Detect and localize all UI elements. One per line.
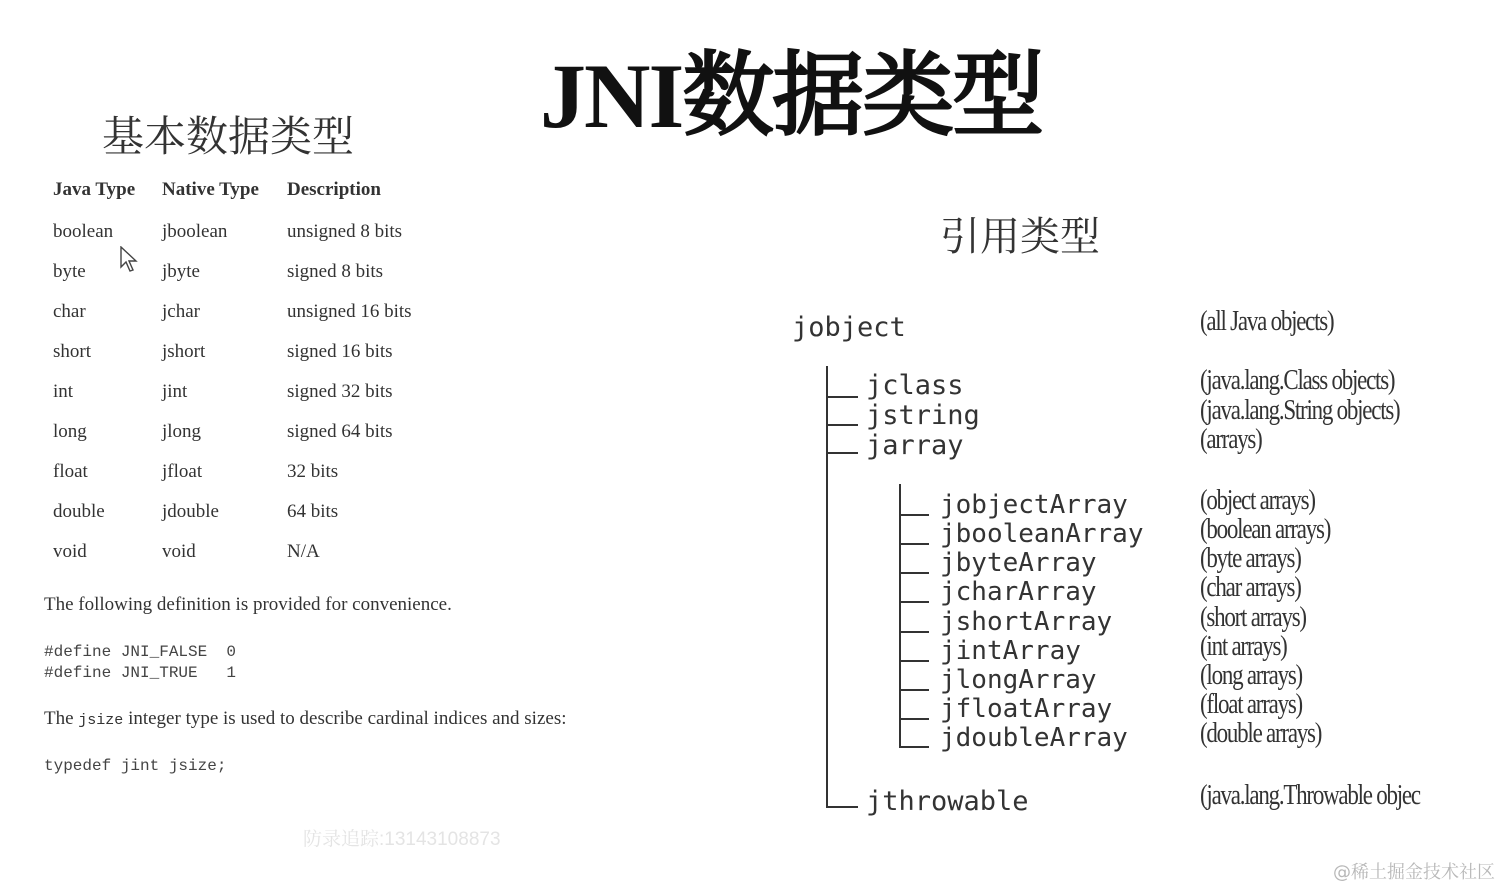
tree-node-jchararray: jcharArray — [940, 577, 1097, 607]
native-type-cell: jfloat — [162, 461, 203, 482]
java-type-cell: void — [53, 541, 87, 562]
desc-jarray: (arrays) — [1200, 424, 1262, 455]
native-type-cell: jbyte — [162, 261, 200, 282]
tree-node-jobject: jobject — [792, 312, 906, 343]
tree-node-jintarray: jintArray — [940, 636, 1081, 666]
header-native-type: Native Type — [162, 179, 259, 200]
tree-branch-line — [899, 718, 929, 720]
table-row — [46, 252, 420, 292]
description-cell: 64 bits — [287, 501, 339, 522]
native-type-cell: void — [162, 541, 196, 562]
reference-types-title: 引用类型 — [940, 214, 1100, 260]
header-java-type: Java Type — [53, 179, 136, 200]
description-cell: unsigned 16 bits — [287, 301, 412, 322]
desc-jobject: (all Java objects) — [1200, 306, 1334, 337]
table-row — [46, 412, 420, 452]
java-type-cell: boolean — [53, 221, 114, 242]
tree-node-jstring: jstring — [866, 400, 980, 431]
description-cell: signed 64 bits — [287, 421, 393, 442]
tree-branch-line — [899, 746, 929, 748]
tree-branch-line — [826, 806, 858, 808]
tree-branch-line — [826, 396, 858, 398]
desc-jdoublearray: (double arrays) — [1200, 718, 1322, 749]
jsize-note — [44, 708, 567, 730]
jsize-note-suffix: integer type is used to describe cardinal indices and sizes: — [128, 708, 567, 729]
native-type-cell: jdouble — [162, 501, 219, 522]
desc-jlongarray: (long arrays) — [1200, 660, 1302, 691]
tree-branch-line — [899, 631, 929, 633]
tree-branch-line — [899, 601, 929, 603]
native-type-cell: jshort — [162, 341, 206, 362]
desc-jthrowable: (java.lang.Throwable objec — [1200, 780, 1420, 811]
tree-branch-line — [899, 514, 929, 516]
primitive-types-title: 基本数据类型 — [102, 112, 355, 161]
tree-node-jshortarray: jshortArray — [940, 607, 1113, 637]
description-cell: signed 32 bits — [287, 381, 393, 402]
desc-jchararray: (char arrays) — [1200, 572, 1301, 603]
description-cell: 32 bits — [287, 461, 339, 482]
table-row — [46, 492, 420, 532]
desc-jstring: (java.lang.String objects) — [1200, 395, 1400, 426]
description-cell: unsigned 8 bits — [287, 221, 403, 242]
define-jni-true: #define JNI_TRUE 1 — [44, 664, 237, 682]
tree-branch-line — [899, 572, 929, 574]
table-row — [46, 532, 420, 572]
tree-branch-line — [899, 660, 929, 662]
array-subtree-line — [899, 484, 901, 746]
java-type-cell: int — [53, 381, 74, 402]
tree-branch-line — [899, 689, 929, 691]
typedef-jsize: typedef jint jsize; — [44, 757, 227, 775]
description-cell: signed 16 bits — [287, 341, 393, 362]
table-row — [46, 372, 420, 412]
tree-trunk-line — [826, 366, 828, 806]
convenience-note: The following definition is provided for convenience. — [44, 594, 452, 615]
primitive-types-table — [46, 172, 420, 572]
description-cell: signed 8 bits — [287, 261, 384, 282]
tree-node-jobjectarray: jobjectArray — [940, 490, 1128, 520]
table-header-row — [46, 172, 420, 212]
table-row — [46, 452, 420, 492]
native-type-cell: jboolean — [162, 221, 228, 242]
table-row — [46, 212, 420, 252]
desc-jbooleanarray: (boolean arrays) — [1200, 514, 1331, 545]
tree-node-jdoublearray: jdoubleArray — [940, 723, 1128, 753]
desc-jintarray: (int arrays) — [1200, 631, 1287, 662]
desc-jobjectarray: (object arrays) — [1200, 485, 1315, 516]
tree-branch-line — [826, 424, 858, 426]
native-type-cell: jint — [162, 381, 188, 402]
tree-branch-line — [899, 543, 929, 545]
description-cell: N/A — [287, 541, 320, 562]
page-title: JNI数据类型 — [540, 45, 1043, 147]
java-type-cell: char — [53, 301, 86, 322]
define-jni-false: #define JNI_FALSE 0 — [44, 643, 237, 661]
tree-node-jbooleanarray: jbooleanArray — [940, 519, 1144, 549]
mouse-cursor-icon — [120, 246, 140, 274]
table-row — [46, 292, 420, 332]
tree-node-jarray: jarray — [866, 430, 964, 461]
java-type-cell: byte — [53, 261, 86, 282]
tree-node-jclass: jclass — [866, 370, 964, 401]
tree-node-jfloatarray: jfloatArray — [940, 694, 1113, 724]
tree-node-jbytearray: jbyteArray — [940, 548, 1097, 578]
native-type-cell: jchar — [162, 301, 200, 322]
native-type-cell: jlong — [162, 421, 202, 442]
java-type-cell: short — [53, 341, 91, 362]
tree-node-jthrowable: jthrowable — [866, 786, 1029, 817]
desc-jfloatarray: (float arrays) — [1200, 689, 1302, 720]
java-type-cell: float — [53, 461, 88, 482]
jsize-inline-code: jsize — [78, 712, 124, 729]
header-description: Description — [287, 179, 381, 200]
desc-jclass: (java.lang.Class objects) — [1200, 365, 1395, 396]
tree-branch-line — [826, 452, 858, 454]
java-type-cell: double — [53, 501, 105, 522]
watermark: 防录追踪:13143108873 — [303, 829, 501, 850]
desc-jbytearray: (byte arrays) — [1200, 543, 1301, 574]
java-type-cell: long — [53, 421, 87, 442]
site-credit: @稀土掘金技术社区 — [1333, 862, 1495, 883]
table-row — [46, 332, 420, 372]
tree-node-jlongarray: jlongArray — [940, 665, 1097, 695]
jsize-note-prefix: The — [44, 708, 74, 729]
desc-jshortarray: (short arrays) — [1200, 602, 1306, 633]
